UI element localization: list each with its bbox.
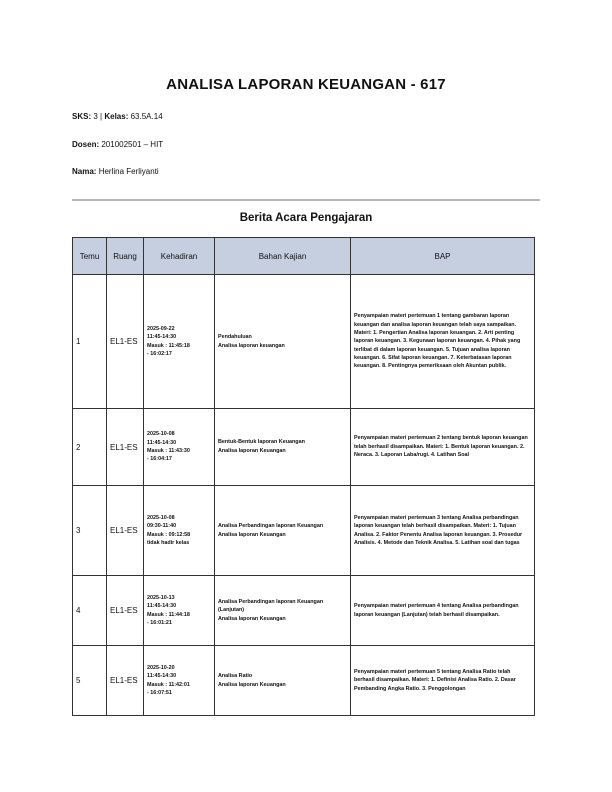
page-title: ANALISA LAPORAN KEUANGAN - 617 (166, 76, 446, 93)
meta-sks-kelas (72, 112, 163, 121)
kehadiran-masuk: Masuk : 11:43:30 (147, 448, 190, 454)
cell-temu: 5 (73, 646, 107, 716)
cell-ruang: EL1-ES (107, 576, 144, 646)
meta-separator: | (100, 112, 103, 121)
kelas-value: 63.5A.14 (130, 112, 163, 121)
kehadiran-keluar: tidak hadir kelas (147, 539, 190, 546)
cell-kehadiran (144, 409, 215, 486)
kehadiran-date: 2025-10-08 (147, 514, 175, 521)
kehadiran-masuk: Masuk : 11:42:01 (147, 681, 190, 688)
kehadiran-time: 11:45-14:30 (147, 673, 177, 680)
bahan-topic: Analisa Ratio (218, 672, 253, 679)
kehadiran-keluar: - 16:07:51 (147, 689, 172, 696)
kehadiran-keluar: - 16:02:17 (147, 350, 172, 357)
cell-bap: Penyampaian materi pertemuan 4 tentang Analisa perbandingan laporan keuangan (Lanjutan) telah berhasil disampaikan. (351, 576, 535, 646)
bahan-course: Analisa laporan Keuangan (218, 531, 286, 538)
kehadiran-date: 2025-10-08 (147, 431, 175, 438)
bahan-topic: Analisa Perbandingan laporan Keuangan (Lanjutan) (218, 598, 324, 614)
cell-bap: Penyampaian materi pertemuan 1 tentang gambaran laporan keuangan dan analisa laporan keuangan telah saya sampaikan. Materi: 1. Pengertian Analisa laporan keuangan. 2. Arti penting laporan keuangan. 3. Kegunaan laporan keuangan. 4. Pihak yang terlibat di dalam laporan keuangan. 5. Tujuan analisa laporan keuangan. 6. Sifat laporan keuangan. 7. Keterbatasan laporan keuangan. 8. Pentingnya pemeriksaan oleh Akuntan publik. (351, 275, 535, 409)
cell-bahan-kajian (215, 275, 351, 409)
cell-kehadiran (144, 486, 215, 576)
table-header-row (73, 238, 535, 275)
bahan-course: Analisa laporan Keuangan (218, 615, 286, 622)
cell-temu: 4 (73, 576, 107, 646)
bap-table (72, 237, 535, 716)
bahan-topic: Analisa Perbandingan laporan Keuangan (218, 522, 324, 529)
section-title: Berita Acara Pengajaran (239, 212, 373, 224)
cell-bap: Penyampaian materi pertemuan 5 tentang Analisa Ratio telah berhasil disampaikan. Materi: 1. Definisi Analisa Ratio. 2. Dasar Pembanding Angka Ratio. 3. Penggolongan (351, 646, 535, 716)
kelas-label: Kelas: (104, 112, 129, 121)
nama-label: Nama: (72, 167, 97, 176)
dosen-value: 201002501 – HIT (101, 140, 164, 149)
cell-temu: 3 (73, 486, 107, 576)
bahan-course: Analisa laporan Keuangan (218, 448, 286, 454)
cell-ruang: EL1-ES (107, 486, 144, 576)
cell-ruang: EL1-ES (107, 275, 144, 409)
cell-bahan-kajian (215, 576, 351, 646)
cell-temu: 2 (73, 409, 107, 486)
kehadiran-masuk: Masuk : 11:44:18 (147, 611, 190, 618)
header-bahan-kajian: Bahan Kajian (215, 238, 351, 275)
cell-bahan-kajian (215, 486, 351, 576)
cell-ruang: EL1-ES (107, 646, 144, 716)
kehadiran-keluar: - 16:04:17 (147, 456, 172, 463)
kehadiran-date: 2025-09-22 (147, 325, 175, 332)
table-row (73, 576, 535, 646)
header-kehadiran: Kehadiran (144, 238, 215, 275)
kehadiran-time: 11:45-14:30 (147, 439, 177, 446)
table-row (73, 646, 535, 716)
kehadiran-keluar: - 16:01:21 (147, 619, 172, 626)
cell-kehadiran (144, 576, 215, 646)
kehadiran-time: 09:30-11:40 (147, 523, 177, 530)
header-bap: BAP (351, 238, 535, 275)
cell-ruang: EL1-ES (107, 409, 144, 486)
nama-value: Herlina Ferliyanti (98, 167, 159, 176)
dosen-label: Dosen: (72, 140, 100, 149)
cell-bap: Penyampaian materi pertemuan 2 tentang bentuk laporan keuangan telah berhasil disampaikan. Materi: 1. Bentuk laporan keuangan. 2. Neraca. 3. Laporan Laba/rugi. 4. Latihan Soal (351, 409, 535, 486)
meta-nama (72, 167, 159, 176)
cell-bahan-kajian (215, 646, 351, 716)
cell-kehadiran (144, 275, 215, 409)
divider (72, 199, 540, 201)
bahan-course: Analisa laporan keuangan (218, 342, 285, 349)
kehadiran-date: 2025-10-20 (147, 664, 175, 671)
cell-bahan-kajian (215, 409, 351, 486)
cell-temu: 1 (73, 275, 107, 409)
bahan-topic: Pendahuluan (218, 333, 252, 340)
kehadiran-time: 11:45-14:30 (147, 334, 177, 341)
kehadiran-date: 2025-10-13 (147, 594, 175, 601)
bahan-topic: Bentuk-Bentuk laporan Keuangan (218, 439, 305, 446)
header-ruang: Ruang (107, 238, 144, 275)
kehadiran-time: 11:45-14:30 (147, 603, 177, 610)
table-row (73, 275, 535, 409)
cell-bap: Penyampaian materi pertemuan 3 tentang Analisa perbandingan laporan keuangan telah berhasil disampaikan. Materi: 1. Tujuan Analisa. 2. Faktor Penentu Analisa laporan keuangan. 3. Prosedur Analisis. 4. Metode dan Teknik Analisa. 5. Latihan soal dan tugas (351, 486, 535, 576)
meta-dosen (72, 140, 163, 149)
cell-kehadiran (144, 646, 215, 716)
kehadiran-masuk: Masuk : 11:45:18 (147, 342, 190, 349)
table-row (73, 486, 535, 576)
header-temu: Temu (73, 238, 107, 275)
sks-label: SKS: (72, 112, 92, 121)
kehadiran-masuk: Masuk : 09:12:58 (147, 531, 191, 538)
table-row (73, 409, 535, 486)
sks-value: 3 (93, 112, 98, 121)
bahan-course: Analisa laporan Keuangan (218, 681, 286, 688)
